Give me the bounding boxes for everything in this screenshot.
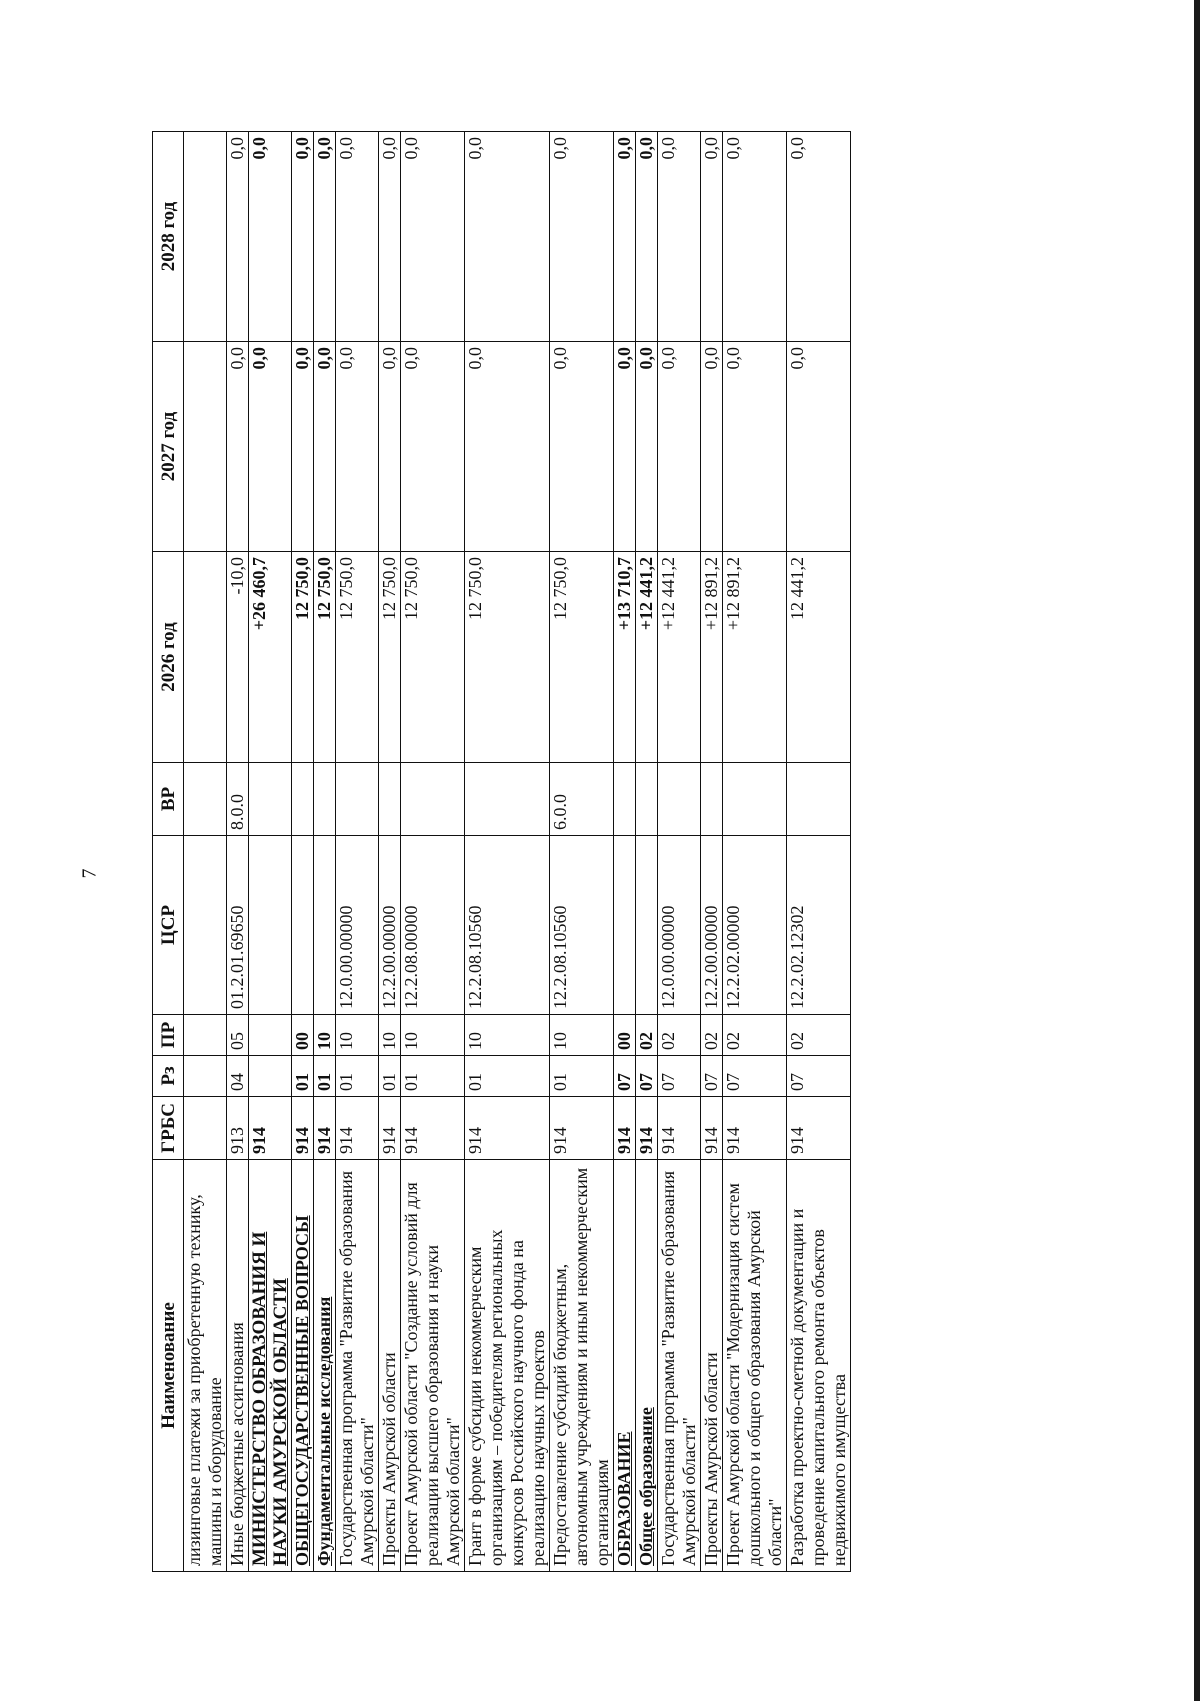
col-header-grbs: ГРБС	[153, 1097, 184, 1160]
col-header-vr: ВР	[153, 763, 184, 836]
cell-csr: 12.2.02.00000	[723, 836, 787, 1015]
cell-rz: 07	[636, 1056, 658, 1097]
cell-2028: 0,0	[227, 132, 249, 342]
col-header-csr: ЦСР	[153, 836, 184, 1015]
cell-vr	[336, 763, 379, 836]
cell-rz: 07	[701, 1056, 723, 1097]
cell-pr: 00	[292, 1015, 314, 1056]
cell-2026: 12 750,0	[401, 552, 465, 763]
col-header-2027: 2027 год	[153, 342, 184, 552]
cell-pr: 02	[723, 1015, 787, 1056]
cell-2027: 0,0	[701, 342, 723, 552]
cell-2026: 12 750,0	[336, 552, 379, 763]
cell-2026: +12 891,2	[723, 552, 787, 763]
cell-2028: 0,0	[336, 132, 379, 342]
cell-csr: 01.2.01.69650	[227, 836, 249, 1015]
cell-csr: 12.2.00.00000	[379, 836, 401, 1015]
cell-vr	[292, 763, 314, 836]
cell-rz: 01	[401, 1056, 465, 1097]
cell-vr	[701, 763, 723, 836]
cell-rz: 01	[292, 1056, 314, 1097]
cell-name: МИНИСТЕРСТВО ОБРАЗОВАНИЯ И НАУКИ АМУРСКОЙ ОБЛАСТИ	[249, 1160, 292, 1572]
cell-csr	[292, 836, 314, 1015]
cell-name: Государственная программа "Развитие образования Амурской области"	[658, 1160, 701, 1572]
cell-csr: 12.2.08.00000	[401, 836, 465, 1015]
cell-vr	[723, 763, 787, 836]
cell-grbs: 914	[614, 1097, 636, 1160]
cell-2027: 0,0	[336, 342, 379, 552]
scan-edge	[1194, 0, 1200, 1701]
cell-2026: +13 710,7	[614, 552, 636, 763]
table-row	[379, 132, 401, 1572]
table-row	[614, 132, 636, 1572]
cell-2027: 0,0	[787, 342, 851, 552]
budget-table-container	[152, 132, 1032, 1572]
cell-2026: +12 441,2	[658, 552, 701, 763]
cell-2026: 12 750,0	[314, 552, 336, 763]
cell-rz	[249, 1056, 292, 1097]
cell-2028: 0,0	[550, 132, 614, 342]
cell-grbs: 914	[701, 1097, 723, 1160]
cell-name: лизинговые платежи за приобретенную технику, машины и оборудование	[184, 1160, 227, 1572]
table-row	[227, 132, 249, 1572]
cell-vr	[314, 763, 336, 836]
cell-2028: 0,0	[636, 132, 658, 342]
cell-pr: 02	[787, 1015, 851, 1056]
cell-vr	[614, 763, 636, 836]
cell-2028: 0,0	[701, 132, 723, 342]
page-number: 7	[78, 868, 101, 879]
cell-csr: 12.2.02.12302	[787, 836, 851, 1015]
cell-rz: 07	[787, 1056, 851, 1097]
cell-2028: 0,0	[658, 132, 701, 342]
cell-name: ОБРАЗОВАНИЕ	[614, 1160, 636, 1572]
cell-pr: 10	[314, 1015, 336, 1056]
cell-2028: 0,0	[379, 132, 401, 342]
cell-grbs: 914	[336, 1097, 379, 1160]
cell-grbs	[184, 1097, 227, 1160]
cell-pr: 10	[465, 1015, 550, 1056]
cell-grbs: 914	[658, 1097, 701, 1160]
cell-rz: 07	[723, 1056, 787, 1097]
cell-pr	[249, 1015, 292, 1056]
cell-csr: 12.2.00.00000	[701, 836, 723, 1015]
cell-name: Государственная программа "Развитие образования Амурской области"	[336, 1160, 379, 1572]
cell-grbs: 914	[314, 1097, 336, 1160]
cell-csr	[249, 836, 292, 1015]
cell-2026	[184, 552, 227, 763]
cell-name: Иные бюджетные ассигнования	[227, 1160, 249, 1572]
cell-grbs: 914	[249, 1097, 292, 1160]
cell-pr: 00	[614, 1015, 636, 1056]
col-header-pr: ПР	[153, 1015, 184, 1056]
cell-pr: 10	[401, 1015, 465, 1056]
table-row	[184, 132, 227, 1572]
table-row	[314, 132, 336, 1572]
cell-grbs: 914	[465, 1097, 550, 1160]
cell-name: Грант в форме субсидии некоммерческим организациям – победителям региональных конкурсов Российского научного фонда на реализацию научных проектов	[465, 1160, 550, 1572]
cell-vr	[658, 763, 701, 836]
cell-2027: 0,0	[314, 342, 336, 552]
cell-pr: 10	[550, 1015, 614, 1056]
cell-2028: 0,0	[292, 132, 314, 342]
cell-2028: 0,0	[723, 132, 787, 342]
col-header-2028: 2028 год	[153, 132, 184, 342]
cell-pr	[184, 1015, 227, 1056]
cell-2027	[184, 342, 227, 552]
cell-name: Предоставление субсидий бюджетным, автономным учреждениям и иным некоммерческим организациям	[550, 1160, 614, 1572]
cell-2027: 0,0	[658, 342, 701, 552]
cell-2026: 12 750,0	[465, 552, 550, 763]
cell-pr: 10	[336, 1015, 379, 1056]
cell-pr: 02	[636, 1015, 658, 1056]
table-row	[465, 132, 550, 1572]
table-row	[401, 132, 465, 1572]
cell-2028: 0,0	[465, 132, 550, 342]
cell-2027: 0,0	[292, 342, 314, 552]
cell-vr	[401, 763, 465, 836]
table-row	[249, 132, 292, 1572]
cell-csr: 12.0.00.00000	[658, 836, 701, 1015]
cell-2028: 0,0	[614, 132, 636, 342]
cell-2027: 0,0	[723, 342, 787, 552]
cell-2028	[184, 132, 227, 342]
cell-grbs: 914	[292, 1097, 314, 1160]
cell-name: Разработка проектно-сметной документации и проведение капитального ремонта объектов недвижимого имущества	[787, 1160, 851, 1572]
budget-table	[152, 131, 851, 1572]
cell-2026: 12 750,0	[292, 552, 314, 763]
cell-2027: 0,0	[550, 342, 614, 552]
col-header-name: Наименование	[153, 1160, 184, 1572]
cell-grbs: 914	[379, 1097, 401, 1160]
cell-name: Фундаментальные исследования	[314, 1160, 336, 1572]
table-row	[701, 132, 723, 1572]
cell-grbs: 914	[723, 1097, 787, 1160]
cell-2026: 12 441,2	[787, 552, 851, 763]
cell-grbs: 914	[787, 1097, 851, 1160]
cell-rz: 01	[465, 1056, 550, 1097]
cell-grbs: 913	[227, 1097, 249, 1160]
cell-2026: +26 460,7	[249, 552, 292, 763]
cell-rz: 01	[550, 1056, 614, 1097]
cell-rz: 01	[336, 1056, 379, 1097]
cell-vr	[636, 763, 658, 836]
cell-vr	[379, 763, 401, 836]
table-header-row	[153, 132, 184, 1572]
cell-grbs: 914	[401, 1097, 465, 1160]
cell-rz: 04	[227, 1056, 249, 1097]
cell-2027: 0,0	[465, 342, 550, 552]
cell-csr	[636, 836, 658, 1015]
cell-2026: 12 750,0	[550, 552, 614, 763]
cell-rz: 01	[379, 1056, 401, 1097]
cell-name: Проект Амурской области "Модернизация систем дошкольного и общего образования Амурской области"	[723, 1160, 787, 1572]
cell-2027: 0,0	[227, 342, 249, 552]
cell-vr: 6.0.0	[550, 763, 614, 836]
cell-rz: 01	[314, 1056, 336, 1097]
cell-2027: 0,0	[379, 342, 401, 552]
cell-vr	[465, 763, 550, 836]
cell-vr	[184, 763, 227, 836]
cell-2027: 0,0	[249, 342, 292, 552]
cell-2028: 0,0	[314, 132, 336, 342]
cell-csr	[614, 836, 636, 1015]
cell-rz: 07	[614, 1056, 636, 1097]
cell-2026: +12 441,2	[636, 552, 658, 763]
cell-2027: 0,0	[614, 342, 636, 552]
cell-pr: 10	[379, 1015, 401, 1056]
cell-vr: 8.0.0	[227, 763, 249, 836]
table-row	[292, 132, 314, 1572]
cell-2027: 0,0	[636, 342, 658, 552]
table-body	[184, 132, 851, 1572]
table-row	[550, 132, 614, 1572]
cell-2028: 0,0	[401, 132, 465, 342]
cell-2028: 0,0	[249, 132, 292, 342]
cell-2028: 0,0	[787, 132, 851, 342]
cell-2027: 0,0	[401, 342, 465, 552]
cell-name: Проект Амурской области "Создание условий для реализации высшего образования и науки Амурской области"	[401, 1160, 465, 1572]
cell-pr: 02	[701, 1015, 723, 1056]
cell-2026: +12 891,2	[701, 552, 723, 763]
table-row	[636, 132, 658, 1572]
cell-csr: 12.2.08.10560	[465, 836, 550, 1015]
cell-vr	[249, 763, 292, 836]
cell-rz: 07	[658, 1056, 701, 1097]
col-header-rz: Рз	[153, 1056, 184, 1097]
cell-pr: 02	[658, 1015, 701, 1056]
cell-2026: -10,0	[227, 552, 249, 763]
cell-vr	[787, 763, 851, 836]
cell-name: ОБЩЕГОСУДАРСТВЕННЫЕ ВОПРОСЫ	[292, 1160, 314, 1572]
cell-csr	[314, 836, 336, 1015]
table-row	[723, 132, 787, 1572]
cell-csr	[184, 836, 227, 1015]
cell-2026: 12 750,0	[379, 552, 401, 763]
cell-name: Проекты Амурской области	[701, 1160, 723, 1572]
cell-csr: 12.0.00.00000	[336, 836, 379, 1015]
cell-grbs: 914	[550, 1097, 614, 1160]
table-row	[336, 132, 379, 1572]
cell-grbs: 914	[636, 1097, 658, 1160]
table-row	[787, 132, 851, 1572]
table-row	[658, 132, 701, 1572]
cell-rz	[184, 1056, 227, 1097]
col-header-2026: 2026 год	[153, 552, 184, 763]
cell-name: Общее образование	[636, 1160, 658, 1572]
cell-name: Проекты Амурской области	[379, 1160, 401, 1572]
cell-pr: 05	[227, 1015, 249, 1056]
cell-csr: 12.2.08.10560	[550, 836, 614, 1015]
